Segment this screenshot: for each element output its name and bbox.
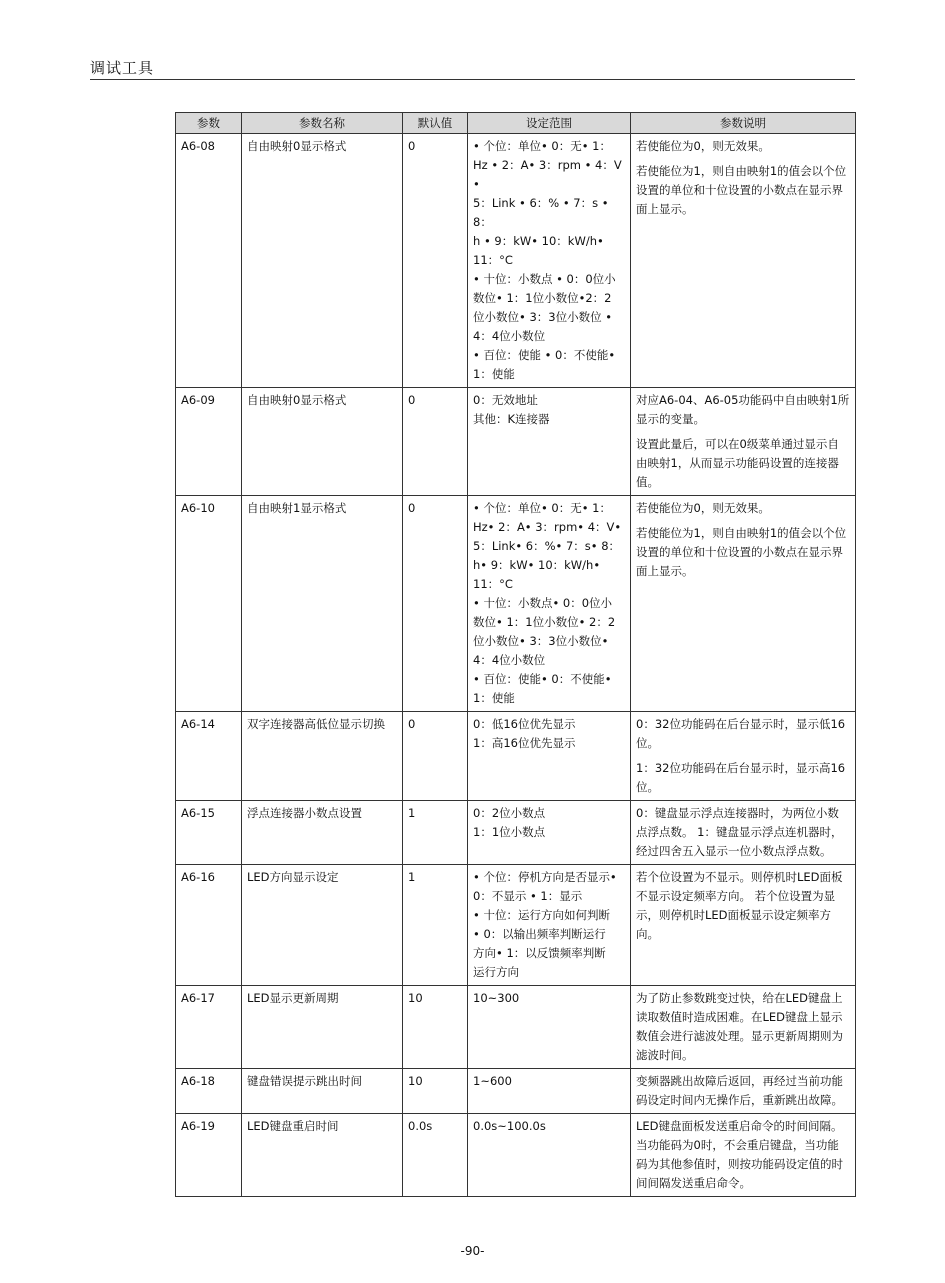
- column-header-default: 默认值: [403, 113, 468, 134]
- range-line: Hz • 2：A• 3：rpm • 4：V •: [473, 158, 622, 191]
- param-code-cell: A6-15: [176, 801, 242, 865]
- range-line: 10~300: [473, 991, 520, 1005]
- description-paragraph: 变频器跳出故障后返回，再经过当前功能码设定时间内无操作后，重新跳出故障。: [636, 1074, 843, 1107]
- range-line: 0：低16位优先显示: [473, 717, 576, 731]
- range-line: Hz• 2：A• 3：rpm• 4：V•: [473, 520, 622, 534]
- param-range-cell: [468, 1069, 631, 1114]
- range-line: 数位• 1：1位小数位• 2：2: [473, 615, 616, 629]
- range-line: 位小数位• 3：3位小数位•: [473, 634, 609, 648]
- param-name-cell: 键盘错误提示跳出时间: [242, 1069, 403, 1114]
- range-line: 0：2位小数点: [473, 806, 546, 820]
- column-header-code: 参数: [176, 113, 242, 134]
- param-description-cell: [631, 712, 856, 801]
- param-code-cell: A6-14: [176, 712, 242, 801]
- param-code-cell: A6-18: [176, 1069, 242, 1114]
- range-line: h • 9：kW• 10：kW/h•: [473, 234, 604, 248]
- description-paragraph: 若使能位为0，则无效果。: [636, 501, 770, 515]
- range-line: 1：高16位优先显示: [473, 736, 576, 750]
- param-range-cell: [468, 388, 631, 496]
- range-line: 数位• 1：1位小数位•2：2: [473, 291, 612, 305]
- header-divider: [90, 79, 855, 80]
- param-name-cell: 自由映射0显示格式: [242, 134, 403, 388]
- param-code-cell: A6-16: [176, 865, 242, 986]
- table-row: [176, 496, 856, 712]
- range-line: 1：使能: [473, 367, 515, 381]
- page-header-title: 调试工具: [90, 59, 155, 77]
- description-paragraph: 0：键盘显示浮点连接器时，为两位小数点浮点数。 1：键盘显示浮点连机器时，经过四舍五入显示一位小数点浮点数。: [636, 806, 843, 858]
- table-body: [176, 134, 856, 1197]
- range-line: 0：无效地址: [473, 393, 538, 407]
- table-row: [176, 1069, 856, 1114]
- param-range-cell: [468, 986, 631, 1069]
- param-default-cell: 10: [403, 1069, 468, 1114]
- range-line: 位小数位• 3：3位小数位 •: [473, 310, 613, 324]
- range-line: • 十位：小数点• 0：0位小: [473, 596, 613, 610]
- range-line: 11：°C: [473, 577, 513, 591]
- description-paragraph: 对应A6-04、A6-05功能码中自由映射1所显示的变量。: [636, 393, 850, 426]
- param-code-cell: A6-10: [176, 496, 242, 712]
- param-default-cell: 10: [403, 986, 468, 1069]
- range-line: 1~600: [473, 1074, 512, 1088]
- param-default-cell: 0: [403, 134, 468, 388]
- table-row: [176, 801, 856, 865]
- range-line: h• 9：kW• 10：kW/h•: [473, 558, 601, 572]
- param-default-cell: 0: [403, 712, 468, 801]
- range-line: 运行方向: [473, 965, 519, 979]
- range-line: • 百位：使能 • 0：不使能•: [473, 348, 616, 362]
- description-paragraph: 若使能位为0，则无效果。: [636, 139, 770, 153]
- description-paragraph: 0：32位功能码在后台显示时，显示低16位。: [636, 717, 846, 750]
- param-code-cell: A6-19: [176, 1114, 242, 1197]
- param-description-cell: [631, 1114, 856, 1197]
- table-row: [176, 1114, 856, 1197]
- param-default-cell: 0: [403, 496, 468, 712]
- range-line: 0：不显示 • 1：显示: [473, 889, 583, 903]
- param-name-cell: LED显示更新周期: [242, 986, 403, 1069]
- description-paragraph: LED键盘面板发送重启命令的时间间隔。当功能码为0时，不会重启键盘，当功能码为其他参值时，则按功能码设定值的时间间隔发送重启命令。: [636, 1119, 843, 1190]
- param-description-cell: [631, 986, 856, 1069]
- table-row: [176, 388, 856, 496]
- description-paragraph: 设置此量后，可以在0级菜单通过显示自由映射1，从而显示功能码设置的连接器值。: [636, 437, 839, 489]
- param-range-cell: [468, 1114, 631, 1197]
- range-line: 5：Link • 6：% • 7：s • 8：: [473, 196, 609, 229]
- param-description-cell: [631, 801, 856, 865]
- param-range-cell: [468, 134, 631, 388]
- range-line: 5：Link• 6：%• 7：s• 8：: [473, 539, 621, 553]
- param-range-cell: [468, 801, 631, 865]
- range-line: 11：°C: [473, 253, 513, 267]
- page-number: -90-: [460, 1244, 485, 1258]
- range-line: • 十位：小数点 • 0：0位小: [473, 272, 616, 286]
- range-line: 1：使能: [473, 691, 515, 705]
- param-range-cell: [468, 496, 631, 712]
- table-row: [176, 134, 856, 388]
- description-paragraph: 若个位设置为不显示。则停机时LED面板不显示设定频率方向。 若个位设置为显示，则停机时LED面板显示设定频率方向。: [636, 870, 843, 941]
- param-description-cell: [631, 1069, 856, 1114]
- param-name-cell: 浮点连接器小数点设置: [242, 801, 403, 865]
- param-name-cell: 双字连接器高低位显示切换: [242, 712, 403, 801]
- range-line: 4：4位小数位: [473, 653, 546, 667]
- column-header-description: 参数说明: [631, 113, 856, 134]
- table-row: [176, 986, 856, 1069]
- param-description-cell: [631, 134, 856, 388]
- param-code-cell: A6-09: [176, 388, 242, 496]
- param-code-cell: A6-08: [176, 134, 242, 388]
- param-description-cell: [631, 496, 856, 712]
- column-header-range: 设定范围: [468, 113, 631, 134]
- param-name-cell: LED键盘重启时间: [242, 1114, 403, 1197]
- param-code-cell: A6-17: [176, 986, 242, 1069]
- table-header-row: [176, 113, 856, 134]
- table-row: [176, 712, 856, 801]
- range-line: 方向• 1：以反馈频率判断: [473, 946, 606, 960]
- range-line: • 十位：运行方向如何判断: [473, 908, 610, 922]
- description-paragraph: 若使能位为1，则自由映射1的值会以个位设置的单位和十位设置的小数点在显示界面上显示。: [636, 164, 847, 216]
- param-default-cell: 1: [403, 865, 468, 986]
- range-line: • 个位：单位• 0：无• 1：: [473, 501, 611, 515]
- param-default-cell: 0: [403, 388, 468, 496]
- param-default-cell: 1: [403, 801, 468, 865]
- range-line: 0.0s~100.0s: [473, 1119, 546, 1133]
- table-row: [176, 865, 856, 986]
- column-header-name: 参数名称: [242, 113, 403, 134]
- param-description-cell: [631, 865, 856, 986]
- param-range-cell: [468, 865, 631, 986]
- range-line: • 个位：单位• 0：无• 1：: [473, 139, 611, 153]
- range-line: • 0：以输出频率判断运行: [473, 927, 606, 941]
- param-name-cell: LED方向显示设定: [242, 865, 403, 986]
- param-name-cell: 自由映射0显示格式: [242, 388, 403, 496]
- range-line: • 百位：使能• 0：不使能•: [473, 672, 612, 686]
- range-line: 其他：K连接器: [473, 412, 550, 426]
- parameter-table: [175, 112, 856, 1197]
- param-name-cell: 自由映射1显示格式: [242, 496, 403, 712]
- param-range-cell: [468, 712, 631, 801]
- range-line: 1：1位小数点: [473, 825, 546, 839]
- description-paragraph: 1：32位功能码在后台显示时，显示高16位。: [636, 761, 846, 794]
- description-paragraph: 若使能位为1，则自由映射1的值会以个位设置的单位和十位设置的小数点在显示界面上显示。: [636, 526, 847, 578]
- param-default-cell: 0.0s: [403, 1114, 468, 1197]
- param-description-cell: [631, 388, 856, 496]
- description-paragraph: 为了防止参数跳变过快，给在LED键盘上读取数值时造成困难。在LED键盘上显示数值会进行滤波处理。显示更新周期则为滤波时间。: [636, 991, 843, 1062]
- range-line: • 个位：停机方向是否显示•: [473, 870, 617, 884]
- range-line: 4：4位小数位: [473, 329, 546, 343]
